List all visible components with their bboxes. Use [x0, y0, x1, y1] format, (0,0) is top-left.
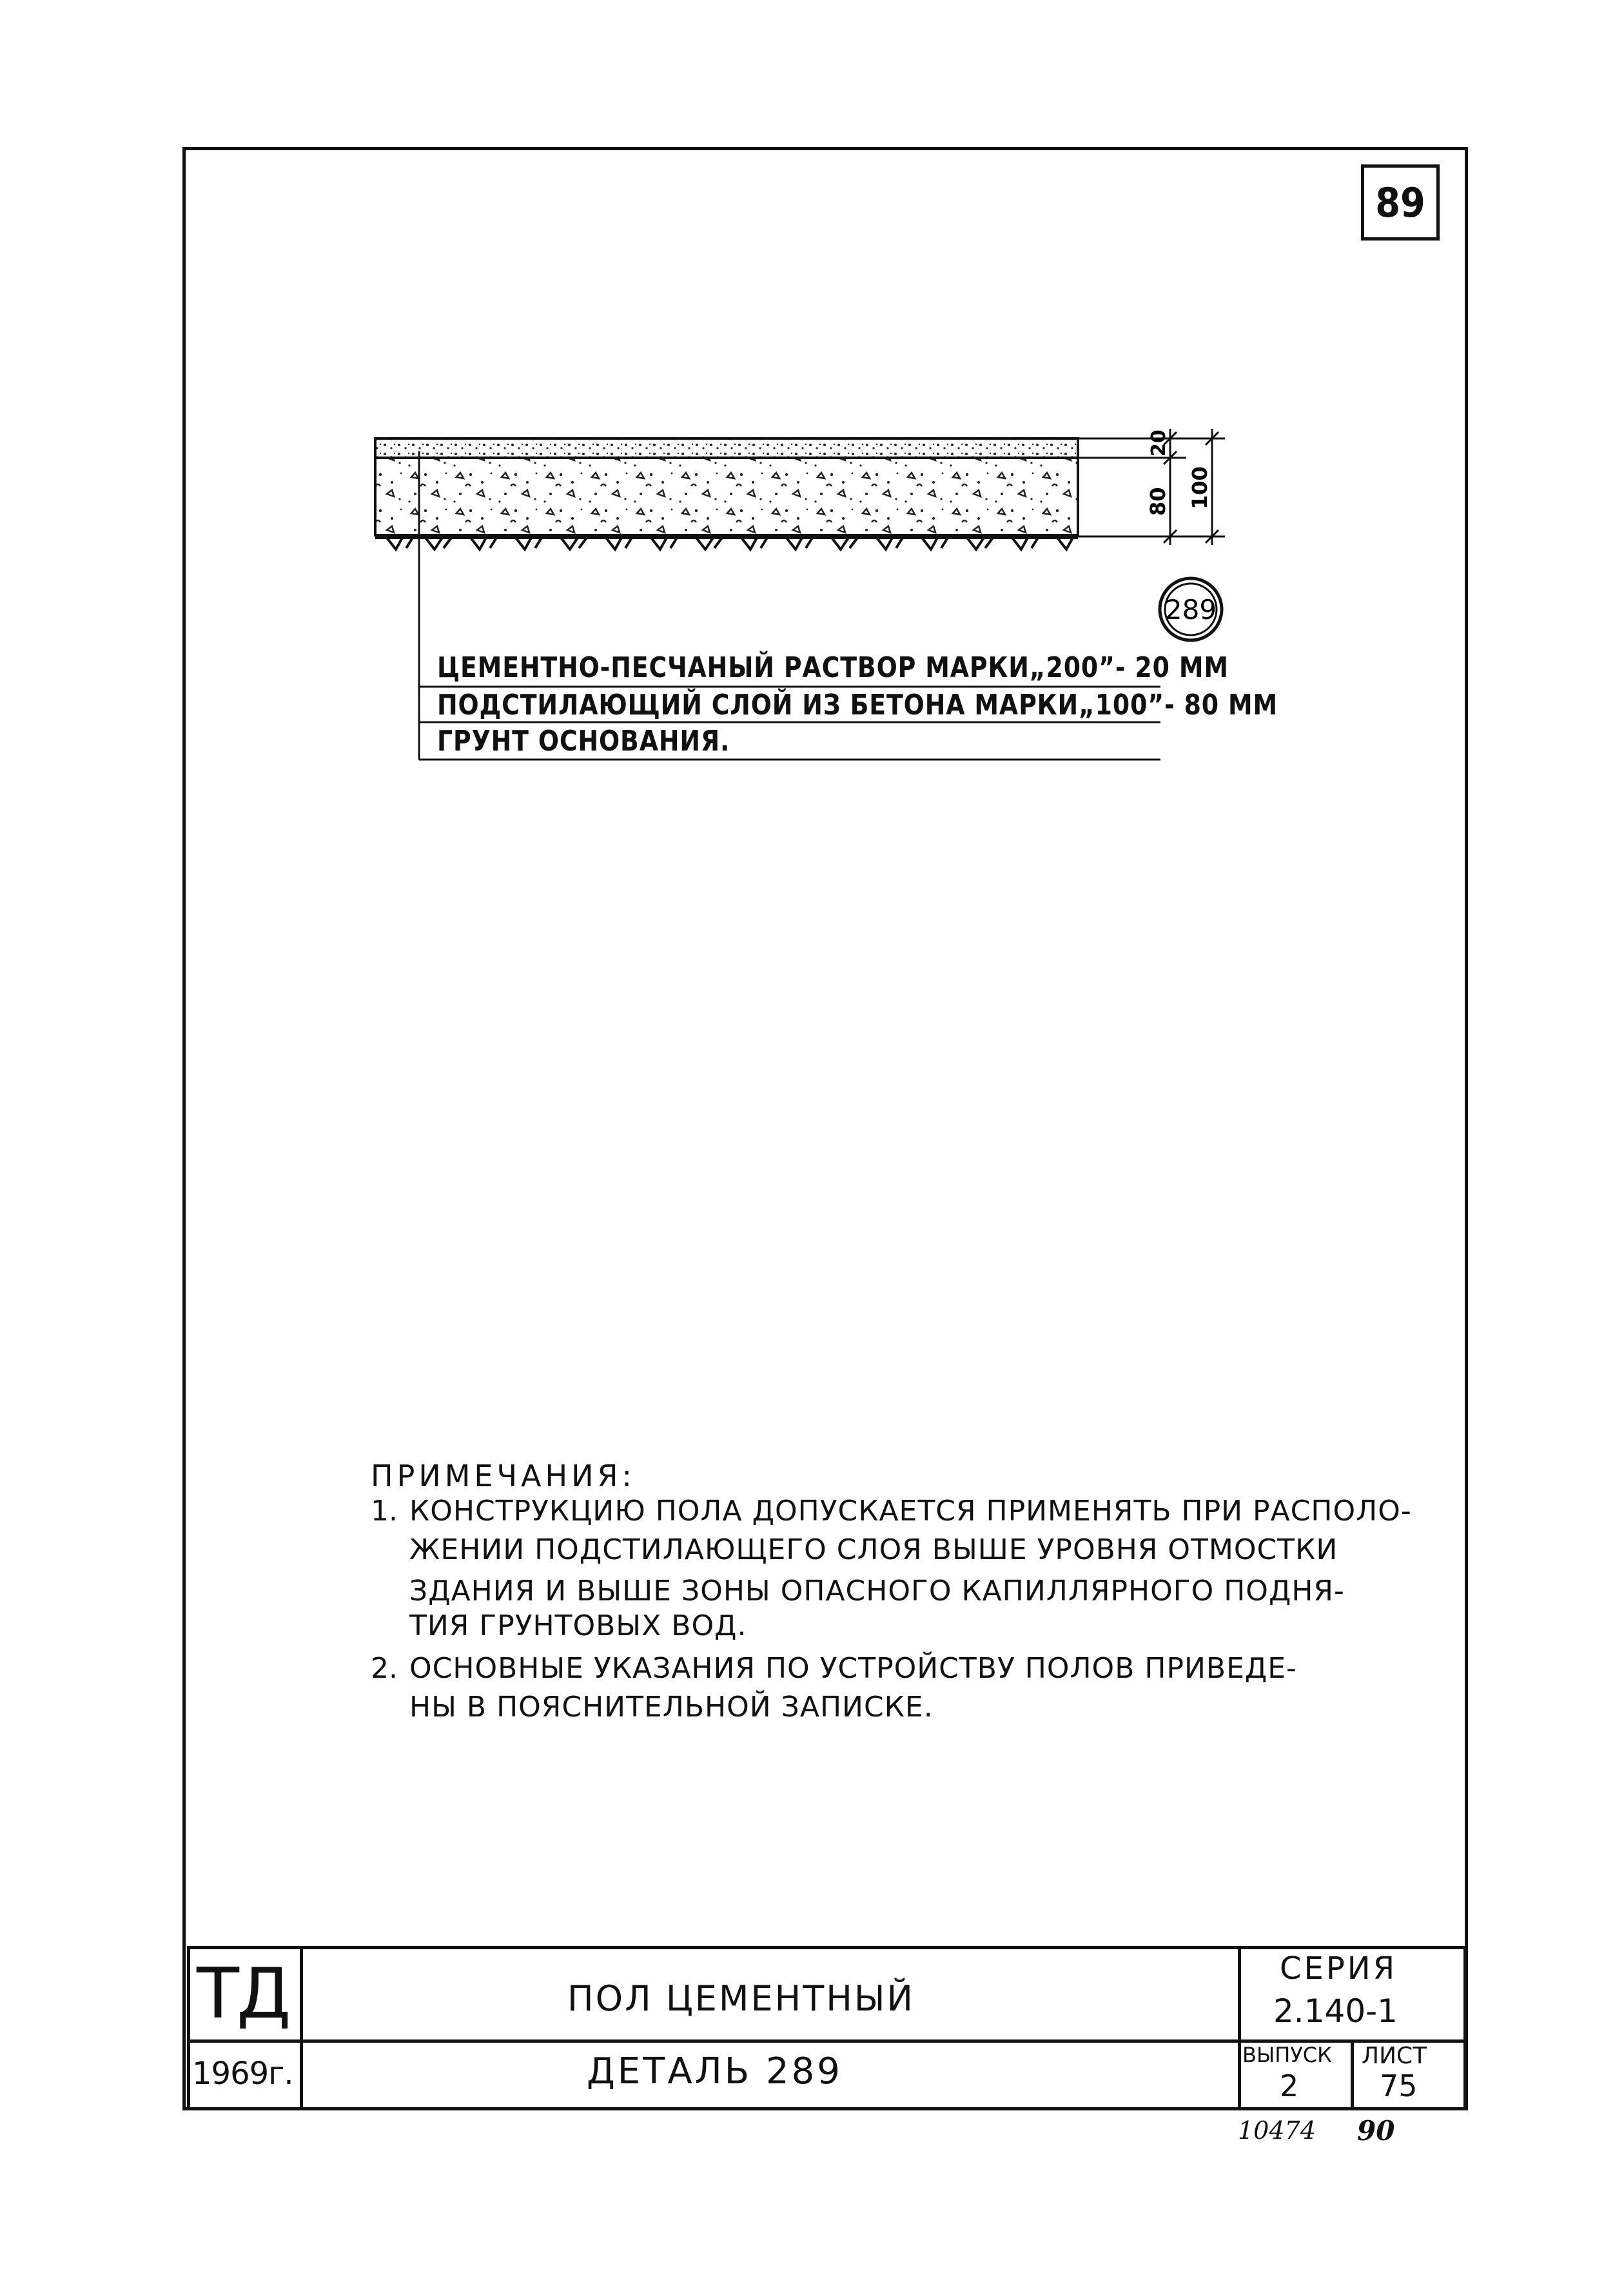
- archive-page: 90: [1357, 2115, 1395, 2147]
- note-2-line-1: ОСНОВНЫЕ УКАЗАНИЯ ПО УСТРОЙСТВУ ПОЛОВ ПРИВЕДЕ-: [409, 1652, 1297, 1685]
- note-1-line-1: КОНСТРУКЦИЮ ПОЛА ДОПУСКАЕТСЯ ПРИМЕНЯТЬ ПРИ РАСПОЛО-: [409, 1495, 1412, 1528]
- title-block-sheet-divider: [1351, 2039, 1354, 2110]
- issue-label: ВЫПУСК: [1242, 2043, 1332, 2067]
- sheet-number: 89: [1375, 179, 1425, 226]
- title-block-right-divider: [1238, 1946, 1241, 2110]
- series-number: 2.140-1: [1273, 1992, 1398, 2030]
- layer-label-concrete: ПОДСТИЛАЮЩИЙ СЛОЙ ИЗ БЕТОНА МАРКИ„100”- 80 ММ: [437, 689, 1278, 722]
- drawing-subtitle: ДЕТАЛЬ 289: [587, 2050, 843, 2092]
- notes-title: ПРИМЕЧАНИЯ:: [371, 1459, 636, 1493]
- archive-number: 10474: [1238, 2116, 1316, 2145]
- note-1-number: 1.: [371, 1495, 398, 1528]
- note-2-line-2: НЫ В ПОЯСНИТЕЛЬНОЙ ЗАПИСКЕ.: [409, 1691, 934, 1724]
- note-1-line-3: ЗДАНИЯ И ВЫШЕ ЗОНЫ ОПАСНОГО КАПИЛЛЯРНОГО ПОДНЯ-: [409, 1575, 1345, 1607]
- series-label: СЕРИЯ: [1280, 1951, 1398, 1987]
- dim-base-layer: 80: [1146, 487, 1170, 516]
- detail-marker-number: 289: [1164, 594, 1217, 625]
- note-1-line-2: ЖЕНИИ ПОДСТИЛАЮЩЕГО СЛОЯ ВЫШЕ УРОВНЯ ОТМОСТКИ: [409, 1533, 1338, 1566]
- title-block-mid-rule: [300, 2039, 1241, 2043]
- note-1-line-4: ТИЯ ГРУНТОВЫХ ВОД.: [409, 1609, 747, 1642]
- concrete-layer: [375, 458, 1078, 535]
- issue-number: 2: [1280, 2069, 1299, 2103]
- layer-label-ground: ГРУНТ ОСНОВАНИЯ.: [437, 725, 730, 758]
- screed-layer: [375, 438, 1078, 458]
- org-mark: ТД: [197, 1954, 289, 2034]
- dim-total: 100: [1188, 466, 1212, 509]
- year: 1969г.: [192, 2056, 293, 2092]
- drawing-title: ПОЛ ЦЕМЕНТНЫЙ: [567, 1978, 915, 2019]
- sheet-value: 75: [1380, 2069, 1418, 2103]
- dim-top-layer: 20: [1148, 429, 1170, 457]
- note-2-number: 2.: [371, 1652, 398, 1685]
- sheet-label: ЛИСТ: [1362, 2043, 1427, 2069]
- layer-label-screed: ЦЕМЕНТНО-ПЕСЧАНЫЙ РАСТВОР МАРКИ„200”- 20 ММ: [437, 651, 1229, 684]
- ground-hatching: [387, 538, 1073, 549]
